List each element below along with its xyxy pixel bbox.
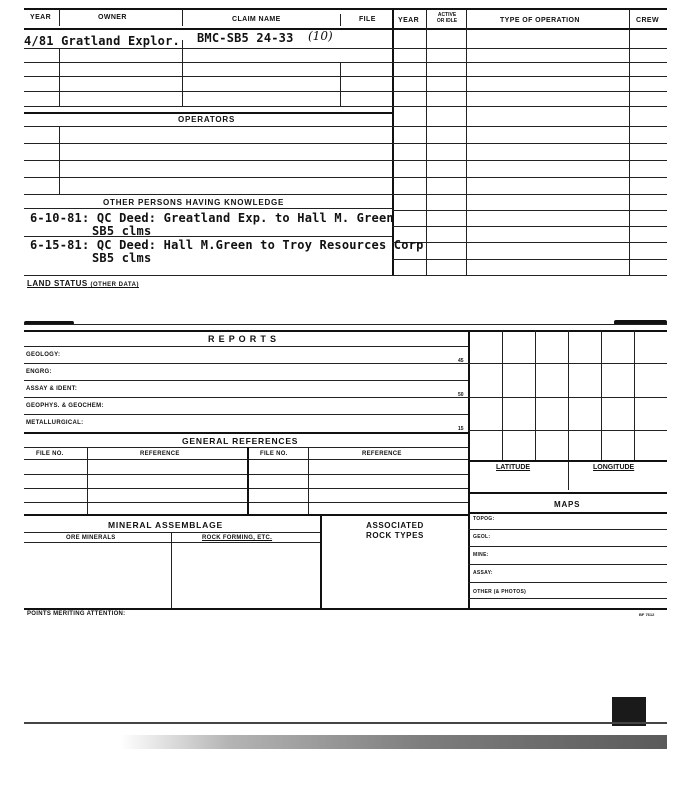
ref-col-reference-1: REFERENCE (140, 451, 180, 457)
header-owner: OWNER (98, 14, 127, 21)
report-geology-label: GEOLOGY: (26, 352, 61, 358)
claim-count-handwritten: (10) (308, 29, 333, 43)
owner-year-entry: 4/81 Gratland Explor. (24, 34, 180, 48)
associated-rock-types-line2: ROCK TYPES (365, 531, 424, 540)
report-geophys-label: GEOPHYS. & GEOCHEM: (26, 403, 104, 409)
report-metallurgical-number: 15 (458, 426, 464, 432)
scan-artifact-band (24, 722, 667, 724)
form-code: BF 7612 (639, 612, 655, 617)
deed-entry-2-line1: 6-15-81: QC Deed: Hall M.Green to Troy Resources Corp (30, 238, 424, 252)
points-meriting-attention-title: POINTS MERITING ATTENTION: (27, 611, 126, 617)
report-assay-number: 50 (458, 392, 464, 398)
map-mine-label: MINE: (473, 552, 489, 558)
map-geol-label: GEOL: (473, 534, 491, 540)
ref-col-file-no-1: FILE NO. (36, 451, 64, 457)
header-file: FILE (359, 16, 376, 23)
general-references-title: GENERAL REFERENCES (182, 436, 299, 446)
longitude-label: LONGITUDE (593, 464, 635, 471)
map-other-label: OTHER (& PHOTOS) (473, 589, 527, 595)
reports-title: R E P O R T S (208, 334, 277, 344)
ore-minerals-label: ORE MINERALS (66, 535, 116, 541)
operators-title: OPERATORS (178, 115, 236, 124)
land-status-title (27, 279, 139, 288)
header-year: YEAR (30, 14, 52, 21)
map-topog-label: TOPOG: (473, 516, 495, 522)
header-active-or-idle (428, 12, 466, 24)
header-crew: CREW (636, 17, 659, 24)
ref-col-file-no-2: FILE NO. (260, 451, 288, 457)
maps-title: MAPS (554, 500, 581, 509)
latitude-label: LATITUDE (496, 464, 531, 471)
land-status-label: LAND STATUS (27, 279, 88, 288)
deed-entry-1-line1: 6-10-81: QC Deed: Greatland Exp. to Hall M. Green (30, 211, 394, 225)
land-status-subtitle: (OTHER DATA) (90, 282, 139, 288)
header-active-line2: OR IDLE (436, 18, 458, 24)
associated-rock-types (322, 521, 468, 541)
rock-forming-label: ROCK FORMING, ETC. (202, 535, 273, 541)
deed-entry-2-line2: SB5 clms (92, 251, 152, 265)
report-engrg-label: ENGRG: (26, 369, 52, 375)
scan-artifact-smudge (120, 735, 667, 749)
header-active-line1: ACTIVE (437, 12, 457, 18)
ref-col-reference-2: REFERENCE (362, 451, 402, 457)
deed-entry-1-line2: SB5 clms (92, 224, 152, 238)
other-persons-title: OTHER PERSONS HAVING KNOWLEDGE (103, 198, 285, 207)
claim-name-entry: BMC-SB5 24-33 (197, 31, 294, 45)
header-claim-name: CLAIM NAME (232, 16, 281, 23)
map-assay-label: ASSAY: (473, 570, 493, 576)
report-assay-label: ASSAY & IDENT: (26, 386, 78, 392)
mineral-assemblage-title: MINERAL ASSEMBLAGE (108, 520, 223, 530)
report-geology-number: 45 (458, 358, 464, 364)
header-year-right: YEAR (398, 17, 420, 24)
header-type-of-operation: TYPE OF OPERATION (500, 17, 580, 24)
report-metallurgical-label: METALLURGICAL: (26, 420, 84, 426)
associated-rock-types-line1: ASSOCIATED (366, 521, 424, 530)
